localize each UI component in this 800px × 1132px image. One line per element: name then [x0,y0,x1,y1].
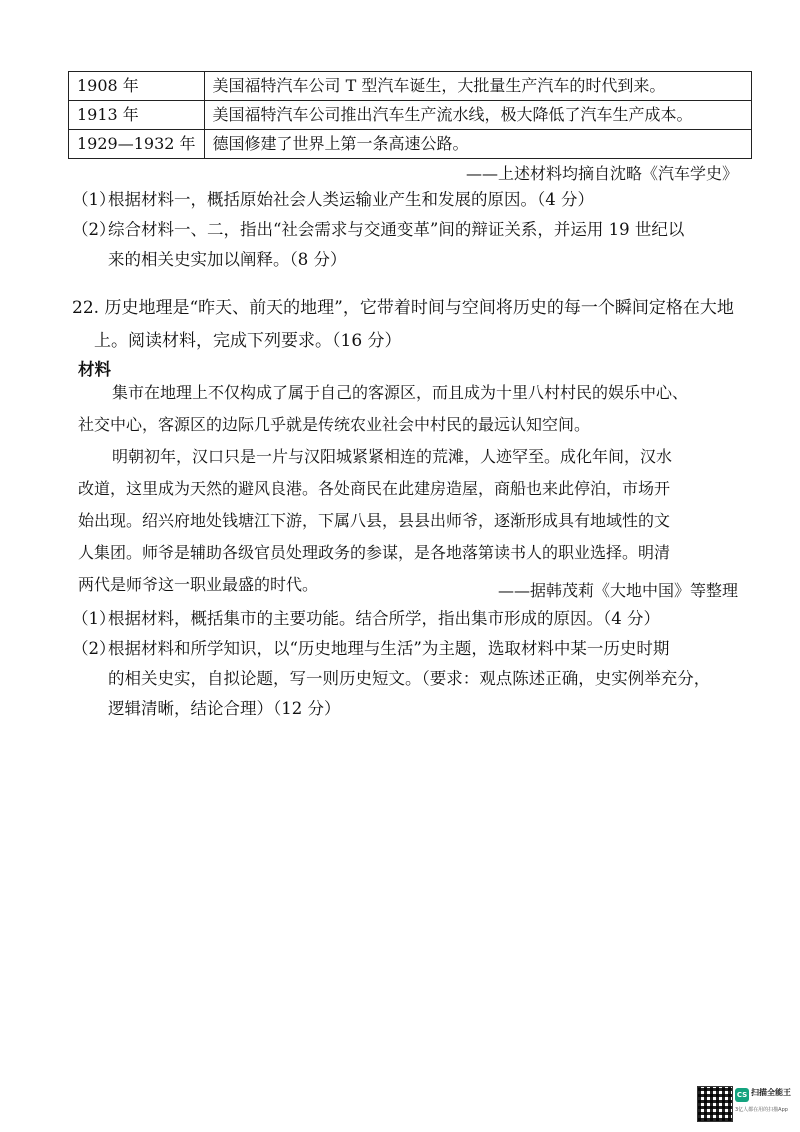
q22-source: ——据韩茂莉《大地中国》等整理 [497,581,738,600]
year-cell: 1929—1932 年 [69,130,205,159]
q22-sub2-line2: 的相关史实，自拟论题，写一则历史短文。（要求：观点陈述正确，史实例举充分， [108,669,711,688]
q21-sub2-line1: 综合材料一、二，指出“社会需求与交通变革”间的辩证关系，并运用 19 世纪以 [108,220,685,239]
q21-source: ——上述材料均摘自沈略《汽车学史》 [465,164,738,183]
material-title: 材料 [78,360,111,379]
event-cell: 德国修建了世界上第一条高速公路。 [204,130,751,159]
p2-line2: 改道，这里成为天然的避风良港。各处商民在此建房造屋，商船也来此停泊，市场开 [78,479,671,498]
year-cell: 1913 年 [69,101,205,130]
q22-sub1 [72,604,744,634]
q22-stem-line2: 上。阅读材料，完成下列要求。（16 分） [94,331,402,351]
q22-sub1-text: 根据材料，概括集市的主要功能。结合所学，指出集市形成的原因。（4 分） [108,609,660,628]
p2-line3: 始出现。绍兴府地处钱塘江下游，下属八县，县县出师爷，逐渐形成具有地域性的文 [78,511,671,530]
qr-code-icon [697,1086,733,1122]
event-cell: 美国福特汽车公司推出汽车生产流水线，极大降低了汽车生产成本。 [204,101,751,130]
scanner-watermark [697,1086,791,1122]
q21-sub1-number: （1） [72,190,116,209]
material-paragraph-2 [78,441,746,601]
table-row [69,72,752,101]
q22-sub2-number: （2） [72,639,116,658]
q21-sub1-text: 根据材料一，概括原始社会人类运输业产生和发展的原因。（4 分） [108,190,594,209]
p2-line1: 明朝初年，汉口只是一片与汉阳城紧紧相连的荒滩，人迹罕至。成化年间，汉水 [112,447,673,466]
q21-sub2-number: （2） [72,220,116,239]
q21-sub2 [72,215,744,275]
q21-sub2-line2: 来的相关史实加以阐释。（8 分） [108,250,347,269]
p2-line5: 两代是师爷这一职业最盛的时代。 [78,575,319,594]
q22-stem-line1: 22. 历史地理是“昨天、前天的地理”，它带着时间与空间将历史的每一个瞬间定格在大地 [72,298,734,318]
year-cell: 1908 年 [69,72,205,101]
p2-line4: 人集团。师爷是辅助各级官员处理政务的参谋，是各地落第读书人的职业选择。明清 [78,543,671,562]
table-row [69,101,752,130]
q22-sub2-line1: 根据材料和所学知识，以“历史地理与生活”为主题，选取材料中某一历史时期 [108,639,670,658]
table-row [69,130,752,159]
material-paragraph-1 [78,377,746,441]
p1-line1: 集市在地理上不仅构成了属于自己的客源区，而且成为十里八村村民的娱乐中心、 [112,383,689,402]
scanner-tagline: 3亿人都在用的扫描App [735,1107,788,1113]
q22-sub2 [72,634,744,724]
q21-sub1 [72,185,744,215]
event-cell: 美国福特汽车公司 T 型汽车诞生，大批量生产汽车的时代到来。 [204,72,751,101]
scanner-brand: 扫描全能王 [751,1088,791,1097]
camscanner-logo: CS [735,1088,749,1102]
q22-sub1-number: （1） [72,609,116,628]
p1-line2: 社交中心，客源区的边际几乎就是传统农业社会中村民的最远认知空间。 [78,415,591,434]
q22-stem [72,292,748,358]
q22-sub2-line3: 逻辑清晰，结论合理）（12 分） [108,699,341,718]
timeline-table [68,71,752,159]
